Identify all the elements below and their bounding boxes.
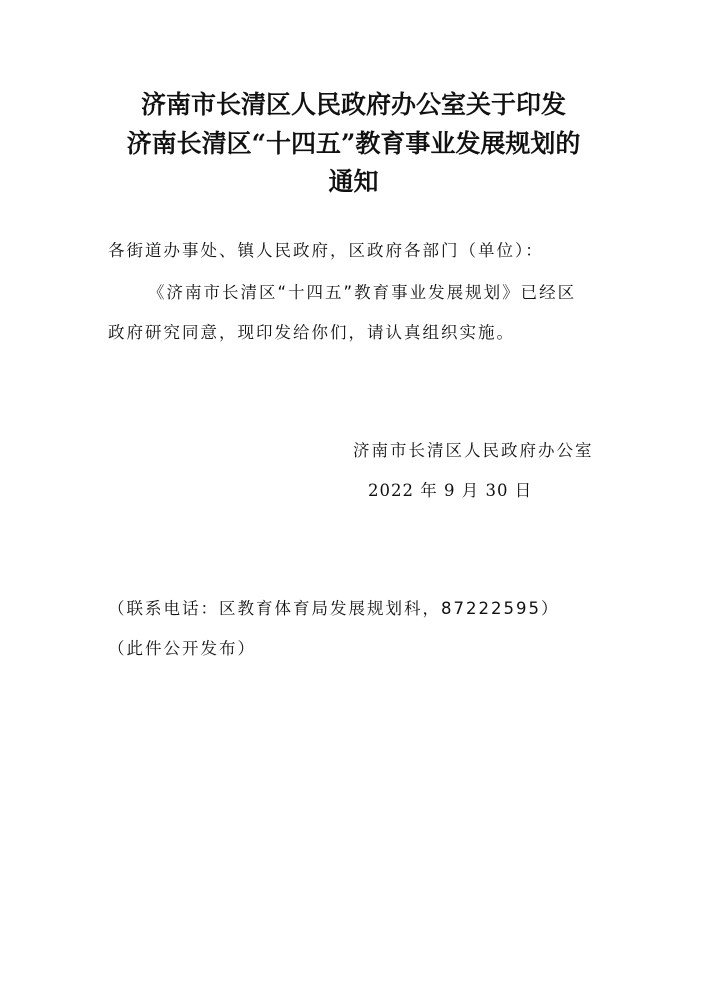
issuing-office: 济南市长清区人民政府办公室 (353, 441, 594, 460)
document-title-line-3: 通知 (328, 167, 379, 196)
body-line-1: 《济南市长清区“十四五”教育事业发展规划》已经区 (148, 283, 577, 302)
document-title-line-2: 济南长清区“十四五”教育事业发展规划的 (126, 129, 581, 158)
document-title-line-1: 济南市长清区人民政府办公室关于印发 (140, 90, 566, 119)
publication-note: （此件公开发布） (108, 639, 256, 658)
contact-note: （联系电话：区教育体育局发展规划科，87222595） (108, 599, 560, 618)
salutation: 各街道办事处、镇人民政府，区政府各部门（单位）： (108, 241, 544, 260)
body-line-2: 政府研究同意，现印发给你们，请认真组织实施。 (108, 323, 515, 342)
issue-date: 2022 年 9 月 30 日 (368, 481, 533, 500)
